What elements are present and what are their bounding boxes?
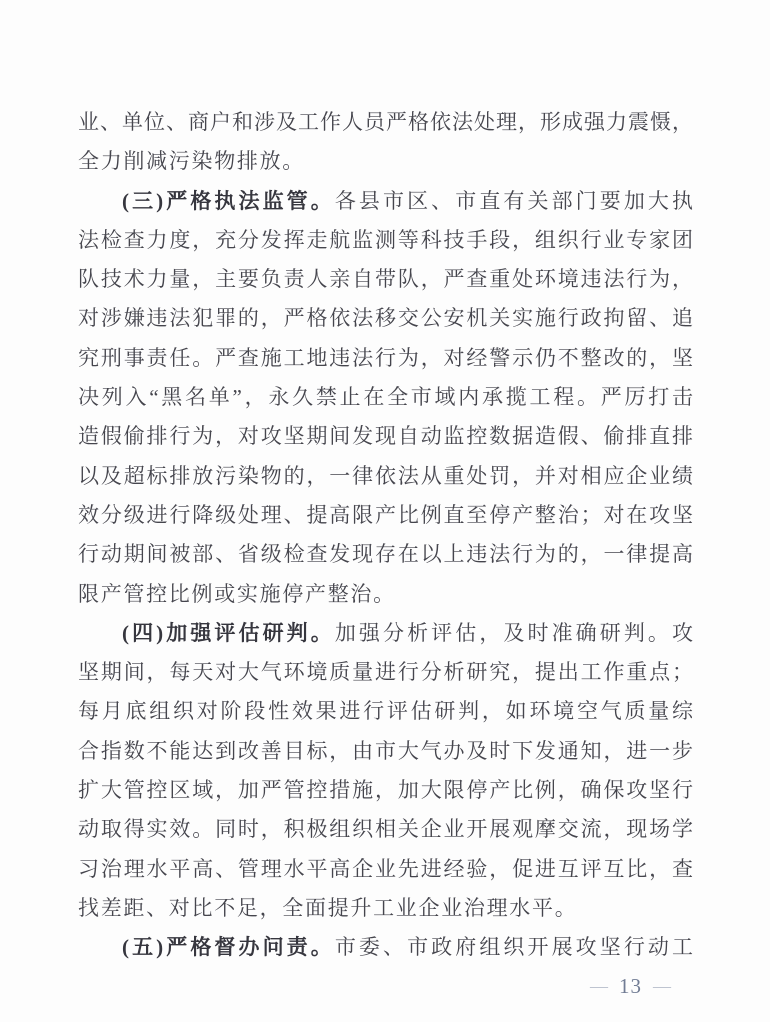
text-line: 扩大管控区域，加严管控措施，加大限停产比例，确保攻坚行 bbox=[78, 778, 693, 803]
text-run: 市委、市政府组织开展攻坚行动工 bbox=[334, 935, 693, 960]
text-line bbox=[78, 614, 693, 653]
text-line bbox=[78, 928, 693, 967]
text-line: 合指数不能达到改善目标，由市大气办及时下发通知，进一步 bbox=[78, 738, 693, 763]
footer-dash-right: — bbox=[653, 976, 671, 996]
text-line: 动取得实效。同时，积极组织相关企业开展观摩交流，现场学 bbox=[78, 817, 693, 842]
text-line: 业、单位、商户和涉及工作人员严格依法处理，形成强力震慑， bbox=[78, 110, 693, 134]
text-line: 每月底组织对阶段性效果进行评估研判，如环境空气质量综 bbox=[78, 699, 693, 724]
text-line: 坚期间，每天对大气环境质量进行分析研究，提出工作重点； bbox=[78, 660, 693, 685]
text-line: 造假偷排行为，对攻坚期间发现自动监控数据造假、偷排直排 bbox=[78, 424, 693, 449]
text-line: 效分级进行降级处理、提高限产比例直至停产整治；对在攻坚 bbox=[78, 502, 693, 527]
text-line: 队技术力量，主要负责人亲自带队，严查重处环境违法行为， bbox=[78, 267, 693, 292]
text-line: 找差距、对比不足，全面提升工业企业治理水平。 bbox=[78, 895, 578, 920]
text-line: 决列入“黑名单”，永久禁止在全市域内承揽工程。严厉打击 bbox=[78, 385, 693, 410]
text-line: 对涉嫌违法犯罪的，严格依法移交公安机关实施行政拘留、追 bbox=[78, 306, 693, 331]
text-run: 加强分析评估，及时准确研判。攻 bbox=[334, 620, 693, 645]
section-heading: (三)严格执法监管。 bbox=[122, 188, 335, 213]
text-line bbox=[78, 182, 693, 221]
page-number-footer bbox=[590, 974, 671, 999]
text-line: 以及超标排放污染物的，一律依法从重处罚，并对相应企业绩 bbox=[78, 463, 693, 488]
section-heading: (五)严格督办问责。 bbox=[122, 935, 335, 960]
text-line: 全力削减污染物排放。 bbox=[78, 149, 305, 174]
page-number: 13 bbox=[619, 974, 642, 998]
text-run: 各县市区、市直有关部门要加大执 bbox=[334, 188, 693, 213]
text-line: 习治理水平高、管理水平高企业先进经验，促进互评互比，查 bbox=[78, 856, 693, 881]
text-line: 究刑事责任。严查施工地违法行为，对经警示仍不整改的，坚 bbox=[78, 345, 693, 370]
text-line: 限产管控比例或实施停产整治。 bbox=[78, 581, 396, 606]
text-line: 行动期间被部、省级检查发现存在以上违法行为的，一律提高 bbox=[78, 542, 693, 567]
document-body bbox=[78, 103, 693, 968]
section-heading: (四)加强评估研判。 bbox=[122, 620, 335, 645]
text-line: 法检查力度，充分发挥走航监测等科技手段，组织行业专家团 bbox=[78, 227, 693, 252]
footer-dash-left: — bbox=[590, 976, 608, 996]
